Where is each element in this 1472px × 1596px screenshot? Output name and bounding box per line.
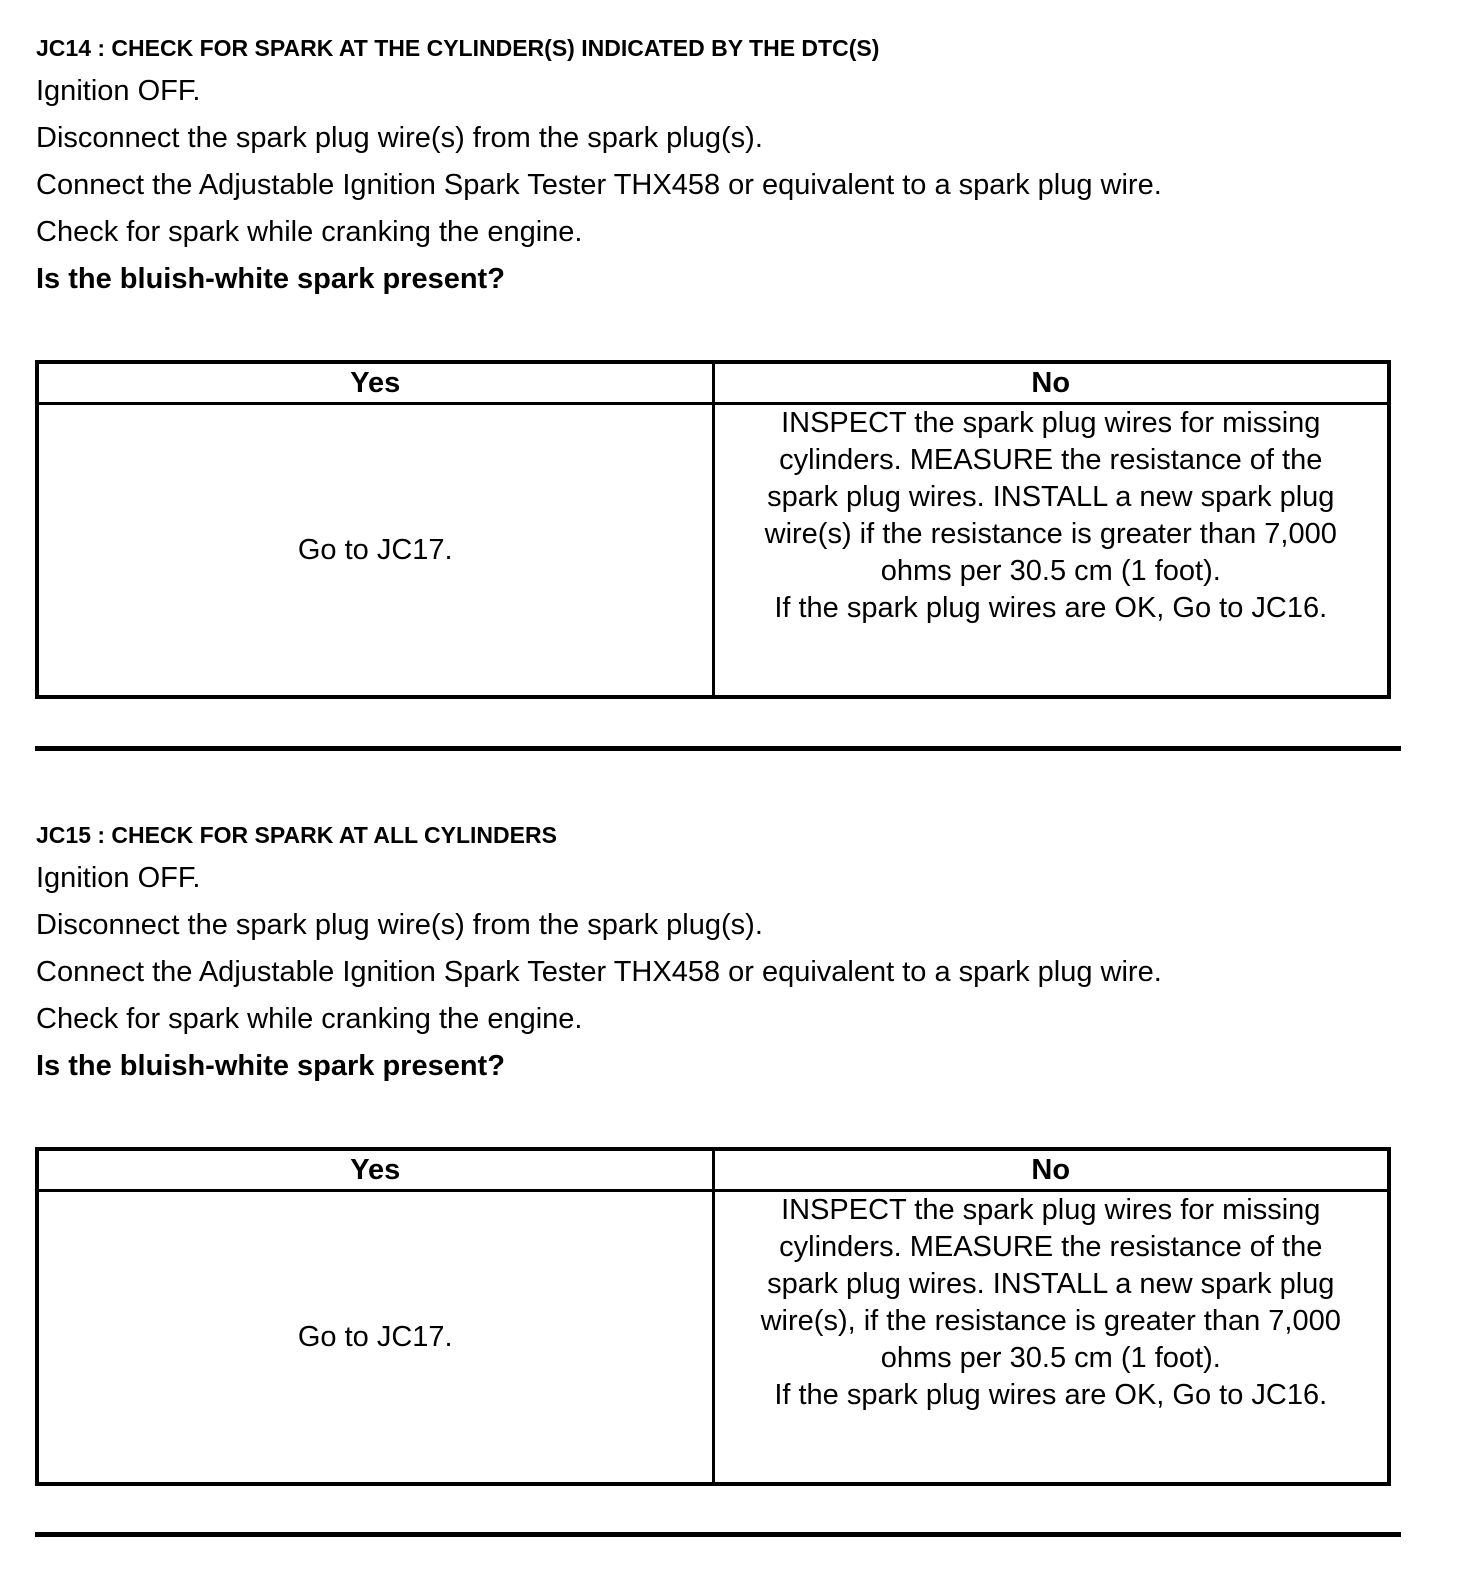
- instruction-line: Connect the Adjustable Ignition Spark Tester THX458 or equivalent to a spark plug wire.: [36, 169, 1162, 201]
- section-divider: [35, 746, 1401, 751]
- no-cell-line: INSPECT the spark plug wires for missing: [781, 407, 1321, 439]
- no-header: No: [713, 1149, 1389, 1191]
- instruction-line: Check for spark while cranking the engine.: [36, 216, 583, 248]
- section-divider: [35, 1532, 1401, 1537]
- no-cell-line: ohms per 30.5 cm (1 foot).: [880, 1342, 1221, 1374]
- no-cell-line: spark plug wires. INSTALL a new spark plug: [767, 481, 1335, 513]
- instruction-line: Disconnect the spark plug wire(s) from the spark plug(s).: [36, 909, 763, 941]
- step-heading: JC15 : CHECK FOR SPARK AT ALL CYLINDERS: [36, 822, 557, 848]
- no-cell: [713, 1191, 1389, 1485]
- no-cell-line: If the spark plug wires are OK, Go to JC16.: [774, 592, 1328, 624]
- no-cell-line: spark plug wires. INSTALL a new spark plug: [767, 1268, 1335, 1300]
- decision-table: [35, 360, 1391, 699]
- instruction-line: Ignition OFF.: [36, 75, 201, 107]
- no-cell-line: ohms per 30.5 cm (1 foot).: [880, 555, 1221, 587]
- yes-header: Yes: [37, 1149, 713, 1191]
- question: Is the bluish-white spark present?: [36, 263, 505, 295]
- no-cell-line: wire(s), if the resistance is greater than 7,000: [760, 1305, 1341, 1337]
- no-cell-line: If the spark plug wires are OK, Go to JC16.: [774, 1379, 1328, 1411]
- no-cell-line: cylinders. MEASURE the resistance of the: [779, 444, 1323, 476]
- yes-cell: Go to JC17.: [37, 404, 713, 698]
- question: Is the bluish-white spark present?: [36, 1050, 505, 1082]
- instruction-line: Check for spark while cranking the engine.: [36, 1003, 583, 1035]
- instruction-line: Ignition OFF.: [36, 862, 201, 894]
- step-section: [36, 28, 1402, 303]
- no-cell-line: INSPECT the spark plug wires for missing: [781, 1194, 1321, 1226]
- no-header: No: [713, 362, 1389, 404]
- step-heading: JC14 : CHECK FOR SPARK AT THE CYLINDER(S) INDICATED BY THE DTC(S): [36, 35, 880, 61]
- decision-table: [35, 1147, 1391, 1486]
- step-section: [36, 815, 1402, 1090]
- instruction-line: Connect the Adjustable Ignition Spark Tester THX458 or equivalent to a spark plug wire.: [36, 956, 1162, 988]
- instruction-line: Disconnect the spark plug wire(s) from the spark plug(s).: [36, 122, 763, 154]
- no-cell-line: cylinders. MEASURE the resistance of the: [779, 1231, 1323, 1263]
- yes-header: Yes: [37, 362, 713, 404]
- no-cell: [713, 404, 1389, 698]
- yes-cell: Go to JC17.: [37, 1191, 713, 1485]
- no-cell-line: wire(s) if the resistance is greater than 7,000: [764, 518, 1337, 550]
